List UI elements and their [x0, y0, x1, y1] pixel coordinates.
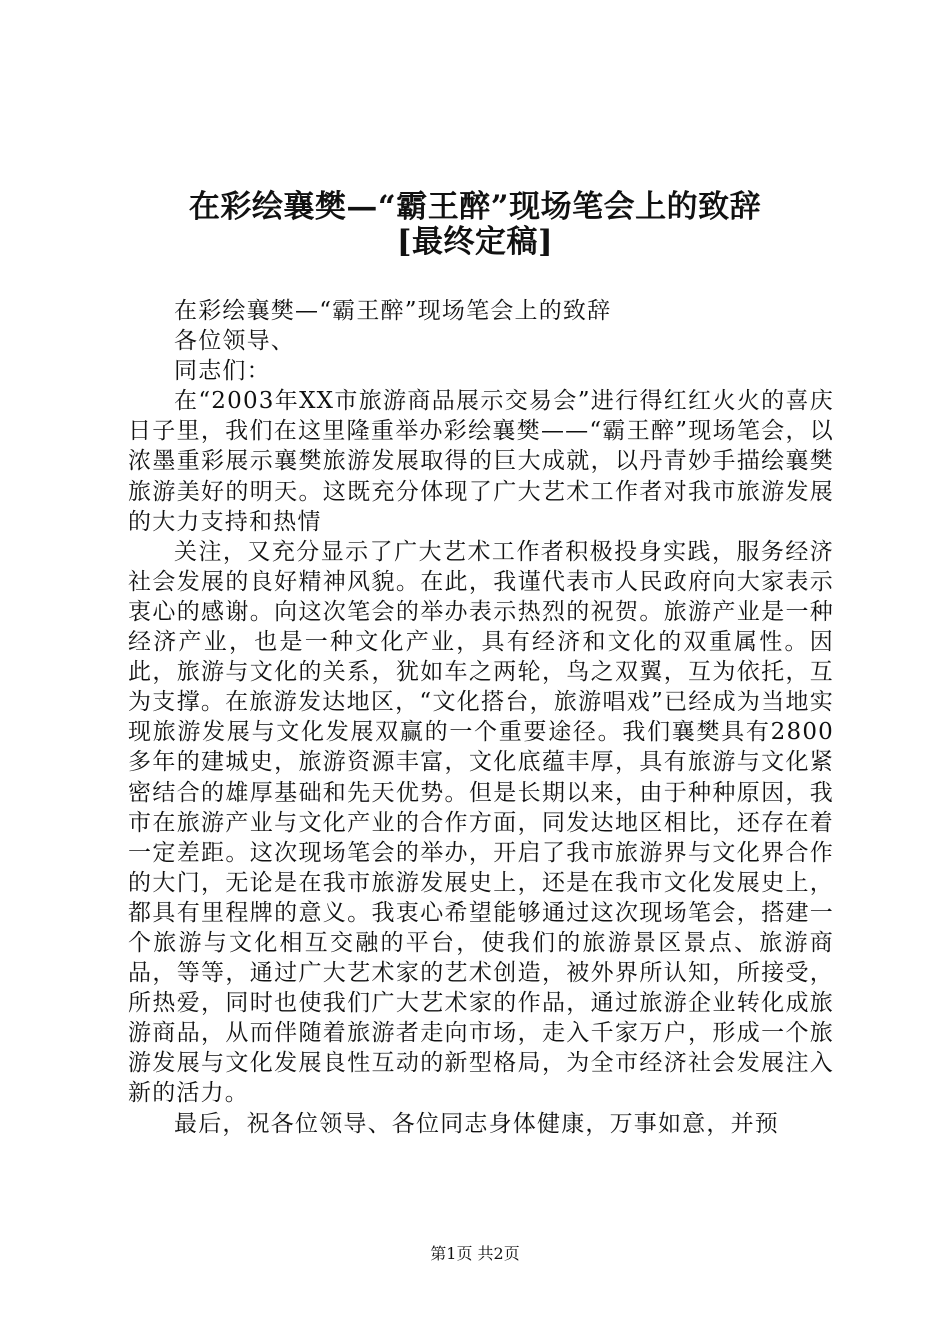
- paragraph-subtitle: 在彩绘襄樊—“霸王醉”现场笔会上的致辞: [174, 298, 612, 324]
- paragraph-salutation-2: 同志们：: [174, 358, 271, 385]
- paragraph-salutation-1: 各位领导、: [174, 328, 295, 355]
- page-footer: 第1页 共2页: [430, 1244, 520, 1263]
- document-title-line-2: [最终定稿]: [396, 224, 554, 260]
- paragraph-body-1: 在“2003年XX市旅游商品展示交易会”进行得红红火火的喜庆日子里，我们在这里隆重举办彩绘襄樊——“霸王醉”现场笔会，以浓墨重彩展示襄樊旅游发展取得的巨大成就，以丹青妙手描绘襄樊旅游美好的明天。这既充分体现了广大艺术工作者对我市旅游发展的大力支持和热情: [128, 388, 834, 535]
- paragraph-body-2: 关注，又充分显示了广大艺术工作者积极投身实践，服务经济社会发展的良好精神风貌。在此，我谨代表市人民政府向大家表示衷心的感谢。向这次笔会的举办表示热烈的祝贺。旅游产业是一种经济产业，也是一种文化产业，具有经济和文化的双重属性。因此，旅游与文化的关系，犹如车之两轮，鸟之双翼，互为依托，互为支撑。在旅游发达地区，“文化搭台，旅游唱戏”已经成为当地实现旅游发展与文化发展双赢的一个重要途径。我们襄樊具有2800多年的建城史，旅游资源丰富，文化底蕴丰厚，具有旅游与文化紧密结合的雄厚基础和先天优势。但是长期以来，由于种种原因，我市在旅游产业与文化产业的合作方面，同发达地区相比，还存在着一定差距。这次现场笔会的举办，开启了我市旅游界与文化界合作的大门，无论是在我市旅游发展史上，还是在我市文化发展史上，都具有里程牌的意义。我衷心希望能够通过这次现场笔会，搭建一个旅游与文化相互交融的平台，使我们的旅游景区景点、旅游商品，等等，通过广大艺术家的艺术创造，被外界所认知，所接受，所热爱，同时也使我们广大艺术家的作品，通过旅游企业转化成旅游商品，从而伴随着旅游者走向市场，走入千家万户，形成一个旅游发展与文化发展良性互动的新型格局，为全市经济社会发展注入新的活力。: [128, 538, 834, 1107]
- document-body: [128, 296, 834, 1139]
- paragraph-body-3: 最后，祝各位领导、各位同志身体健康，万事如意，并预: [174, 1110, 779, 1137]
- document-title-line-1: 在彩绘襄樊—“霸王醉”现场笔会上的致辞: [188, 189, 762, 225]
